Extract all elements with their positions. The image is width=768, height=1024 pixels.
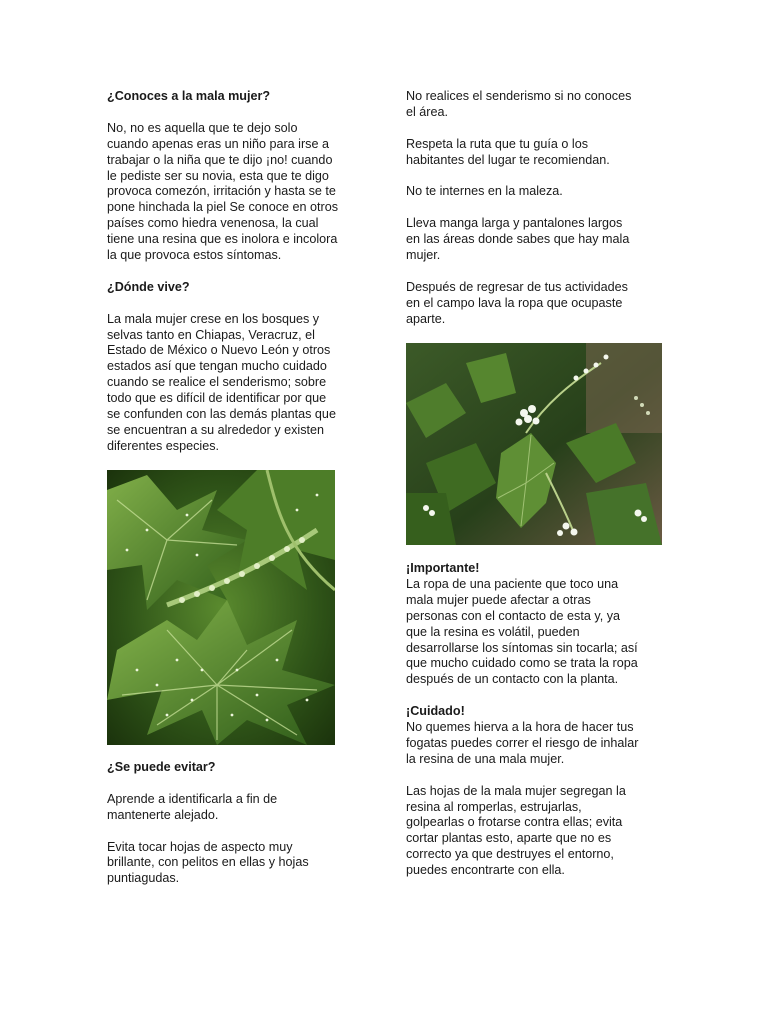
paragraph-conoces: No, no es aquella que te dejo solo cuando apenas eras un niño para irse a trabajar o la niña que te dijo ¡no! cuando le pediste ser su novia, esta que te digo provoca comezón, irritación y hasta se te pone hinchada la piel Se conoce en otros países como hiedra venenosa, la cual tiene una resina que es inolora e incolora la que provoca estos síntomas. (107, 120, 339, 263)
heading-conoces: ¿Conoces a la mala mujer? (107, 89, 271, 103)
paragraph-identificarla: Aprende a identificarla a fin de mantenerte alejado. (107, 791, 278, 822)
right-column (406, 89, 668, 328)
paragraph-respeta-ruta: Respeta la ruta que tu guía o los habitantes del lugar te recomiendan. (406, 136, 610, 167)
paragraph-evita-tocar: Evita tocar hojas de aspecto muy brillante, con pelitos en ellas y hojas puntiagudas. (107, 839, 309, 886)
heading-cuidado: ¡Cuidado! (406, 704, 465, 719)
heading-importante: ¡Importante! (406, 561, 480, 575)
paragraph-importante: La ropa de una paciente que toco una mala mujer puede afectar a otras personas con el contacto de esta y, ya que la resina es volátil, pueden desarrollarse los síntomas sin tocarla; así que mucho cuidado como se trata la ropa después de un contacto con la planta. (406, 576, 638, 687)
paragraph-senderismo: No realices el senderismo si no conoces el área. (406, 89, 632, 119)
right-column-bottom (406, 561, 668, 879)
paragraph-manga-larga: Lleva manga larga y pantalones largos en las áreas donde sabes que hay mala mujer. (406, 216, 630, 263)
left-column-bottom (107, 760, 369, 887)
heading-donde-vive: ¿Dónde vive? (107, 279, 190, 294)
plant-photo-flowers (406, 343, 662, 545)
paragraph-cuidado: No quemes hierva a la hora de hacer tus fogatas puedes correr el riesgo de inhalar la resina de una mala mujer. (406, 720, 639, 766)
plant-photo-leaves (107, 470, 335, 745)
paragraph-lava-ropa: Después de regresar de tus actividades en el campo lava la ropa que ocupaste aparte. (406, 279, 628, 326)
heading-se-puede-evitar: ¿Se puede evitar? (107, 760, 216, 774)
paragraph-hojas-segregan: Las hojas de la mala mujer segregan la resina al romperlas, estrujarlas, golpearlas o frotarse contra ellas; evita cortar plantas esto, aparte que no es correcto ya que destruyes el entorno, puedes encontrarte con ella. (406, 783, 626, 878)
paragraph-maleza: No te internes en la maleza. (406, 184, 563, 199)
paragraph-donde-vive: La mala mujer crese en los bosques y selvas tanto en Chiapas, Veracruz, el Estado de México o Nuevo León y otros estados así que tengan mucho cuidado cuando se realice el senderismo; sobre todo que es difícil de identificar por que se confunden con las demás plantas que se encuentran a su alrededor y existen diferentes especies. (107, 311, 336, 453)
left-column (107, 89, 369, 455)
